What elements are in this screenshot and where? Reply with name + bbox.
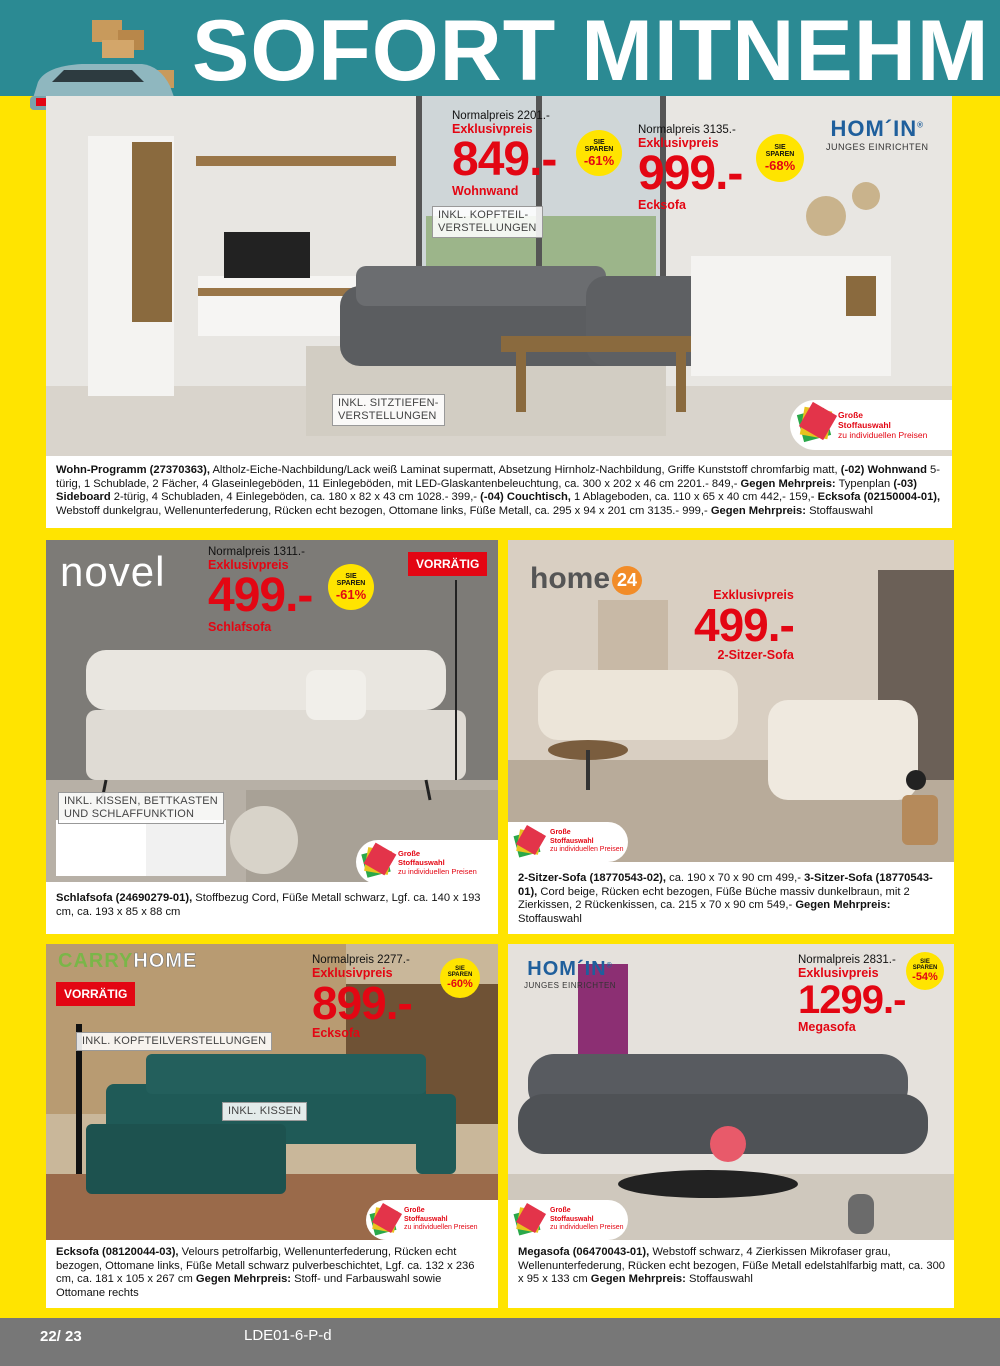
description-segment: Stoffauswahl	[805, 504, 873, 517]
fabric-swatch-icon	[360, 845, 394, 879]
feature-note-cushions: INKL. KISSEN	[222, 1102, 307, 1121]
price: 849.-	[452, 133, 557, 186]
exclusive-label: Exklusivpreis	[208, 558, 289, 572]
product-description	[56, 892, 490, 919]
page-number: 22/ 23	[40, 1328, 82, 1345]
fabric-choice-badge: Große Stoffauswahl zu individuellen Preisen	[356, 840, 498, 884]
brand-logo-carryhome: CARRYHOME	[58, 950, 198, 972]
product-description	[518, 872, 946, 926]
description-segment: Megasofa (06470043-01),	[518, 1246, 650, 1258]
description-segment: Gegen Mehrpreis:	[795, 899, 891, 912]
description-segment: Webstoff dunkelgrau, Wellenunterfederung, Rücken echt bezogen, Ottomane links, Füße Metall, ca. 295 x 94 x 201 cm 3135.- 999,-	[56, 504, 711, 517]
description-segment: Gegen Mehrpreis:	[710, 504, 806, 517]
panel-home24-sofa	[508, 540, 954, 934]
brand-logo-homin: HOM´IN® JUNGES EINRICHTEN	[524, 958, 617, 990]
product-name: Megasofa	[798, 1020, 856, 1034]
description-segment: (-02) Wohnwand	[840, 464, 927, 476]
description-segment: Cord beige, Rücken echt bezogen, Füße Büche massiv dunkelbraun, mit 2 Zierkissen, 2 Rückenkissen, ca. 215 x 70 x 90 cm 549,-	[518, 885, 910, 912]
product-name: Schlafsofa	[208, 620, 272, 634]
feature-note-seatdepth: INKL. SITZTIEFEN- VERSTELLUNGEN	[332, 394, 445, 426]
savings-badge: SIE SPAREN -54%	[906, 952, 944, 990]
price-block-megasofa	[798, 954, 905, 1034]
panel-living-room	[46, 96, 952, 528]
footer-bar	[0, 1318, 1000, 1366]
exclusive-label: Exklusivpreis	[638, 136, 719, 150]
fabric-choice-badge: Große Stoffauswahl zu individuellen Preisen	[366, 1200, 498, 1240]
exclusive-label: Exklusivpreis	[713, 588, 794, 602]
description-segment: (-04) Couchtisch,	[480, 491, 571, 504]
fabric-swatch-icon	[370, 1205, 400, 1235]
price: 499.-	[208, 569, 313, 622]
description-segment: Stoffauswahl	[518, 912, 582, 925]
product-description	[56, 1246, 490, 1300]
panel-homin-megasofa	[508, 944, 954, 1308]
product-description	[56, 464, 942, 518]
description-segment: Altholz-Eiche-Nachbildung/Lack weiß Laminat supermatt, Absetzung Hirnholz-Nachbildung, Griffe Kunststoff chromfarbig matt,	[209, 464, 841, 476]
fabric-swatch-icon	[794, 405, 834, 445]
page-code: LDE01-6-P-d	[244, 1327, 332, 1344]
exclusive-label: Exklusivpreis	[312, 966, 393, 980]
price-block-ecksofa	[312, 954, 412, 1040]
exclusive-label: Exklusivpreis	[798, 966, 879, 980]
description-segment: 1 Ablageboden, ca. 110 x 65 x 40 cm 442,- 159,-	[570, 491, 818, 504]
savings-badge: SIE SPAREN -61%	[328, 564, 374, 610]
description-segment: Ecksofa (08120044-03),	[56, 1246, 179, 1258]
feature-note-sofabed: INKL. KISSEN, BETTKASTEN UND SCHLAFFUNKTION	[58, 792, 224, 824]
in-stock-badge: VORRÄTIG	[408, 552, 487, 576]
normal-price: Normalpreis 1311.-	[208, 546, 305, 558]
price-block-wohnwand	[452, 110, 556, 198]
savings-badge: SIE SPAREN -60%	[440, 958, 480, 998]
description-segment: Schlafsofa (24690279-01),	[56, 892, 193, 904]
description-segment: Stoff- und Farbauswahl sowie Ottomane rechts	[56, 1273, 442, 1299]
price-block-ecksofa	[638, 124, 742, 212]
price: 499.-	[694, 599, 794, 651]
product-description	[518, 1246, 946, 1287]
header-title: SOFORT MITNEHM	[192, 3, 990, 96]
description-segment: Ecksofa (02150004-01),	[817, 491, 941, 504]
description-segment: 5-türig, 1 Schublade, 2 Fächer, 4 Glaseinlegeböden, 11 Einlegeböden, mit LED-Glaskantenbeleuchtung, ca. 300 x 202 x 46 cm 2201.- 849,-	[56, 464, 940, 490]
fabric-choice-badge: Große Stoffauswahl zu individuellen Preisen	[508, 822, 628, 862]
feature-note-headrest: INKL. KOPFTEILVERSTELLUNGEN	[76, 1032, 272, 1051]
product-name: Ecksofa	[312, 1026, 360, 1040]
normal-price: Normalpreis 2831.-	[798, 954, 896, 966]
price: 899.-	[312, 977, 412, 1029]
description-segment: Gegen Mehrpreis:	[590, 1273, 686, 1286]
description-segment: Stoffauswahl	[685, 1273, 753, 1286]
panel-carryhome-corner-sofa	[46, 944, 498, 1308]
description-segment: Webstoff schwarz, 4 Zierkissen Mikrofaser grau, Wellenunterfederung, Rücken echt bezogen, Füße Metall edelstahlfarbig matt, ca. 300 x 95 x 133 cm	[518, 1246, 946, 1286]
description-segment: 2-türig, 4 Schubladen, 4 Einlegeböden, ca. 180 x 82 x 43 cm 1028.- 399,-	[110, 491, 481, 504]
price-block-schlafsofa	[208, 546, 312, 634]
product-name: Ecksofa	[638, 198, 686, 212]
description-segment: Gegen Mehrpreis:	[740, 477, 836, 490]
normal-price: Normalpreis 2277.-	[312, 954, 410, 966]
normal-price: Normalpreis 3135.-	[638, 124, 736, 136]
description-segment: Gegen Mehrpreis:	[195, 1273, 292, 1286]
description-segment: 3-Sitzer-Sofa (18770543-01),	[518, 872, 933, 898]
price: 1299.-	[798, 978, 906, 1022]
fabric-swatch-icon	[514, 827, 544, 857]
feature-note-headrest: INKL. KOPFTEIL- VERSTELLUNGEN	[432, 206, 543, 238]
description-segment: ca. 190 x 70 x 90 cm 499,-	[666, 872, 805, 884]
description-segment: Wohn-Programm (27370363),	[56, 464, 210, 476]
in-stock-badge: VORRÄTIG	[56, 982, 135, 1006]
price: 999.-	[638, 147, 743, 200]
brand-logo-homin: HOM´IN® JUNGES EINRICHTEN	[826, 116, 929, 152]
description-segment: (-03) Sideboard	[56, 477, 917, 504]
savings-badge: SIE SPAREN -61%	[576, 130, 622, 176]
savings-badge: SIE SPAREN -68%	[756, 134, 804, 182]
exclusive-label: Exklusivpreis	[452, 122, 533, 136]
brand-logo-novel: novel	[60, 548, 166, 595]
fabric-swatch-icon	[514, 1205, 544, 1235]
fabric-choice-badge: Große Stoffauswahl zu individuellen Preisen	[508, 1200, 628, 1240]
description-segment: 2-Sitzer-Sofa (18770543-02),	[518, 872, 666, 884]
description-segment: Stoffbezug Cord, Füße Metall schwarz, Lgf. ca. 140 x 193 cm, ca. 193 x 85 x 88 cm	[56, 892, 481, 918]
normal-price: Normalpreis 2201.-	[452, 110, 550, 122]
product-name: 2-Sitzer-Sofa	[717, 648, 794, 662]
brand-logo-home24: home 24	[530, 562, 642, 596]
description-segment: Typenplan	[835, 477, 894, 490]
fabric-choice-badge: Große Stoffauswahl zu individuellen Preisen	[790, 400, 952, 450]
description-segment: Velours petrolfarbig, Wellenunterfederung, Rücken echt bezogen, Ottomane links, Füße Metall schwarz pulverbeschichtet, Lgf. ca. 132 x 236 cm, ca. 181 x 105 x 267 cm	[56, 1246, 475, 1286]
panel-novel-sofa-bed	[46, 540, 498, 934]
price-block-2-sitzer	[694, 588, 794, 662]
product-name: Wohnwand	[452, 184, 519, 198]
